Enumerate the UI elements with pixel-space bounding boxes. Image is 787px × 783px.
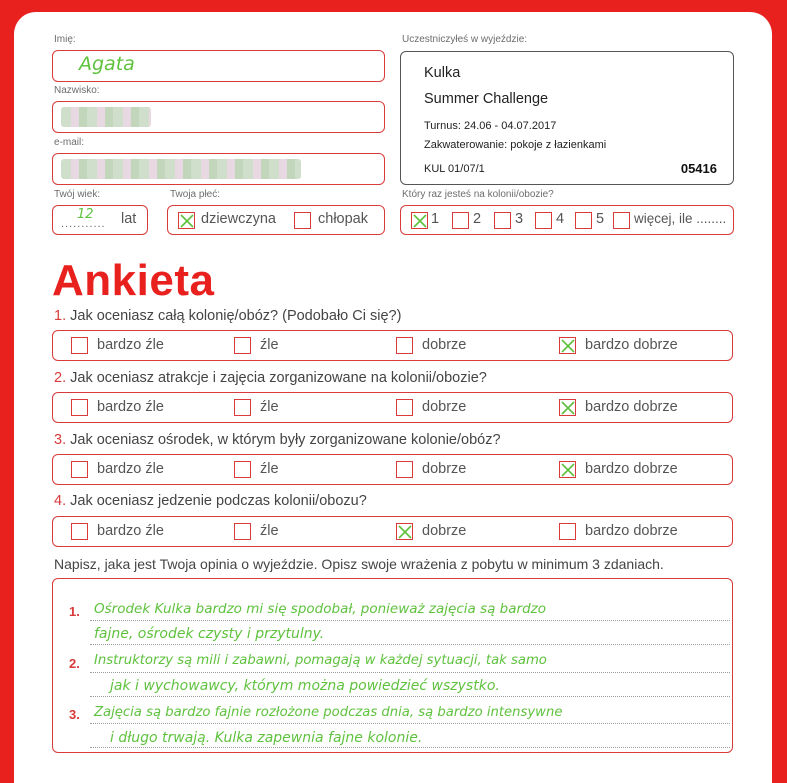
answer-line [90,747,730,748]
accommodation-label: Zakwaterowanie: [424,139,508,151]
answer-line [90,696,730,697]
gender-field [167,205,385,235]
opinion-line-1: Ośrodek Kulka bardzo mi się spodobał, ponieważ zajęcia są bardzo [94,601,546,617]
times-checkbox-1[interactable] [411,212,428,229]
check-mark-icon [559,399,577,417]
rating-4-dobrze-checkbox[interactable] [396,523,413,540]
times-option-1: 1 [431,211,440,227]
question-text: Jak oceniasz atrakcje i zajęcia zorganizowane na kolonii/obozie? [70,370,487,386]
trip-name: Kulka [424,65,461,81]
opinion-prompt: Napisz, jaka jest Twoja opinia o wyjeździe. Opisz swoje wrażenia z pobytu w minimum 3 zdaniach. [54,556,664,572]
rating-option: źle [260,337,279,353]
times-option-more: więcej, ile ........ [634,211,727,226]
turnus-label: Turnus: [424,120,461,132]
accommodation-value: pokoje z łazienkami [510,139,607,151]
times-checkbox-5[interactable] [575,212,592,229]
times-option-3: 3 [515,211,524,227]
survey-title: Ankieta [52,256,215,305]
rating-option: bardzo dobrze [585,399,678,415]
trip-code: KUL 01/07/1 [424,163,485,175]
rating-option: bardzo źle [97,337,164,353]
rating-row-3 [52,454,733,485]
gender-option-male: chłopak [318,211,368,227]
rating-row-2 [52,392,733,423]
answer-line [90,723,730,724]
rating-2-zle-checkbox[interactable] [234,399,251,416]
turnus-row [424,120,556,132]
age-value: 12 [77,207,94,222]
trip-event: Summer Challenge [424,91,549,107]
rating-option: dobrze [422,461,467,477]
times-option-2: 2 [473,211,482,227]
rating-3-bardzo-zle-checkbox[interactable] [71,461,88,478]
question-3 [54,432,501,448]
trip-label: Uczestniczyłeś w wyjeździe: [402,34,528,45]
rating-option: bardzo źle [97,399,164,415]
email-label: e-mail: [54,137,85,148]
trip-number: 05416 [680,161,717,176]
surname-field[interactable] [52,101,385,133]
redacted-email [61,159,301,179]
times-option-4: 4 [556,211,565,227]
rating-option: źle [260,461,279,477]
rating-option: bardzo źle [97,461,164,477]
question-text: Jak oceniasz całą kolonię/obóz? (Podobało Ci się?) [70,308,402,324]
rating-4-zle-checkbox[interactable] [234,523,251,540]
times-label: Który raz jesteś na kolonii/obozie? [402,189,554,200]
redacted-surname [61,107,151,127]
email-field[interactable] [52,153,385,185]
rating-2-bardzo-dobrze-checkbox[interactable] [559,399,576,416]
opinion-line-5: Zajęcia są bardzo fajnie rozłożone podczas dnia, są bardzo intensywne [94,705,563,720]
rating-2-dobrze-checkbox[interactable] [396,399,413,416]
rating-option: bardzo dobrze [585,523,678,539]
times-checkbox-4[interactable] [535,212,552,229]
rating-option: bardzo źle [97,523,164,539]
question-number: 4. [54,493,67,509]
question-number: 1. [54,308,67,324]
times-checkbox-2[interactable] [452,212,469,229]
rating-4-bardzo-zle-checkbox[interactable] [71,523,88,540]
surname-label: Nazwisko: [54,85,100,96]
turnus-value: 24.06 - 04.07.2017 [463,120,557,132]
rating-3-zle-checkbox[interactable] [234,461,251,478]
rating-1-dobrze-checkbox[interactable] [396,337,413,354]
check-mark-icon [396,523,414,541]
opinion-line-6: i długo trwają. Kulka zapewnia fajne kolonie. [110,730,423,746]
check-mark-icon [559,461,577,479]
age-dots: ........... [61,218,106,230]
rating-option: dobrze [422,399,467,415]
answer-line [90,644,730,645]
opinion-line-4: jak i wychowawcy, którym można powiedzieć wszystko. [110,678,500,694]
times-field [400,205,734,235]
question-1 [54,308,401,324]
gender-label: Twoja płeć: [170,189,221,200]
opinion-line-2: fajne, ośrodek czysty i przytulny. [94,626,325,642]
times-checkbox-more[interactable] [613,212,630,229]
rating-option: bardzo dobrze [585,461,678,477]
opinion-number: 1. [69,604,80,619]
rating-option: dobrze [422,337,467,353]
age-unit: lat [121,211,137,227]
rating-row-1 [52,330,733,361]
gender-checkbox-female[interactable] [178,212,195,229]
trip-info-box [400,51,734,185]
opinion-number: 3. [69,707,80,722]
name-label: Imię: [54,34,76,45]
gender-checkbox-male[interactable] [294,212,311,229]
question-number: 2. [54,370,67,386]
rating-1-bardzo-dobrze-checkbox[interactable] [559,337,576,354]
rating-3-dobrze-checkbox[interactable] [396,461,413,478]
opinion-line-3: Instruktorzy są mili i zabawni, pomagają w każdej sytuacji, tak samo [94,653,547,668]
question-text: Jak oceniasz ośrodek, w którym były zorganizowane kolonie/obóz? [70,432,501,448]
question-4 [54,493,367,509]
times-option-5: 5 [596,211,605,227]
answer-line [90,672,730,673]
rating-1-zle-checkbox[interactable] [234,337,251,354]
gender-option-female: dziewczyna [201,211,276,227]
check-mark-icon [178,212,196,230]
question-2 [54,370,487,386]
check-mark-icon [559,337,577,355]
accommodation-row [424,139,606,151]
age-label: Twój wiek: [54,189,101,200]
rating-option: bardzo dobrze [585,337,678,353]
age-field[interactable] [52,205,148,235]
name-value: Agata [79,53,135,75]
rating-3-bardzo-dobrze-checkbox[interactable] [559,461,576,478]
check-mark-icon [411,212,429,230]
name-field[interactable] [52,50,385,82]
rating-1-bardzo-zle-checkbox[interactable] [71,337,88,354]
question-text: Jak oceniasz jedzenie podczas kolonii/obozu? [70,493,367,509]
rating-option: źle [260,523,279,539]
times-checkbox-3[interactable] [494,212,511,229]
rating-option: źle [260,399,279,415]
rating-option: dobrze [422,523,467,539]
answer-line [90,620,730,621]
question-number: 3. [54,432,67,448]
opinion-number: 2. [69,656,80,671]
rating-row-4 [52,516,733,547]
survey-sheet [14,12,772,783]
rating-4-bardzo-dobrze-checkbox[interactable] [559,523,576,540]
rating-2-bardzo-zle-checkbox[interactable] [71,399,88,416]
